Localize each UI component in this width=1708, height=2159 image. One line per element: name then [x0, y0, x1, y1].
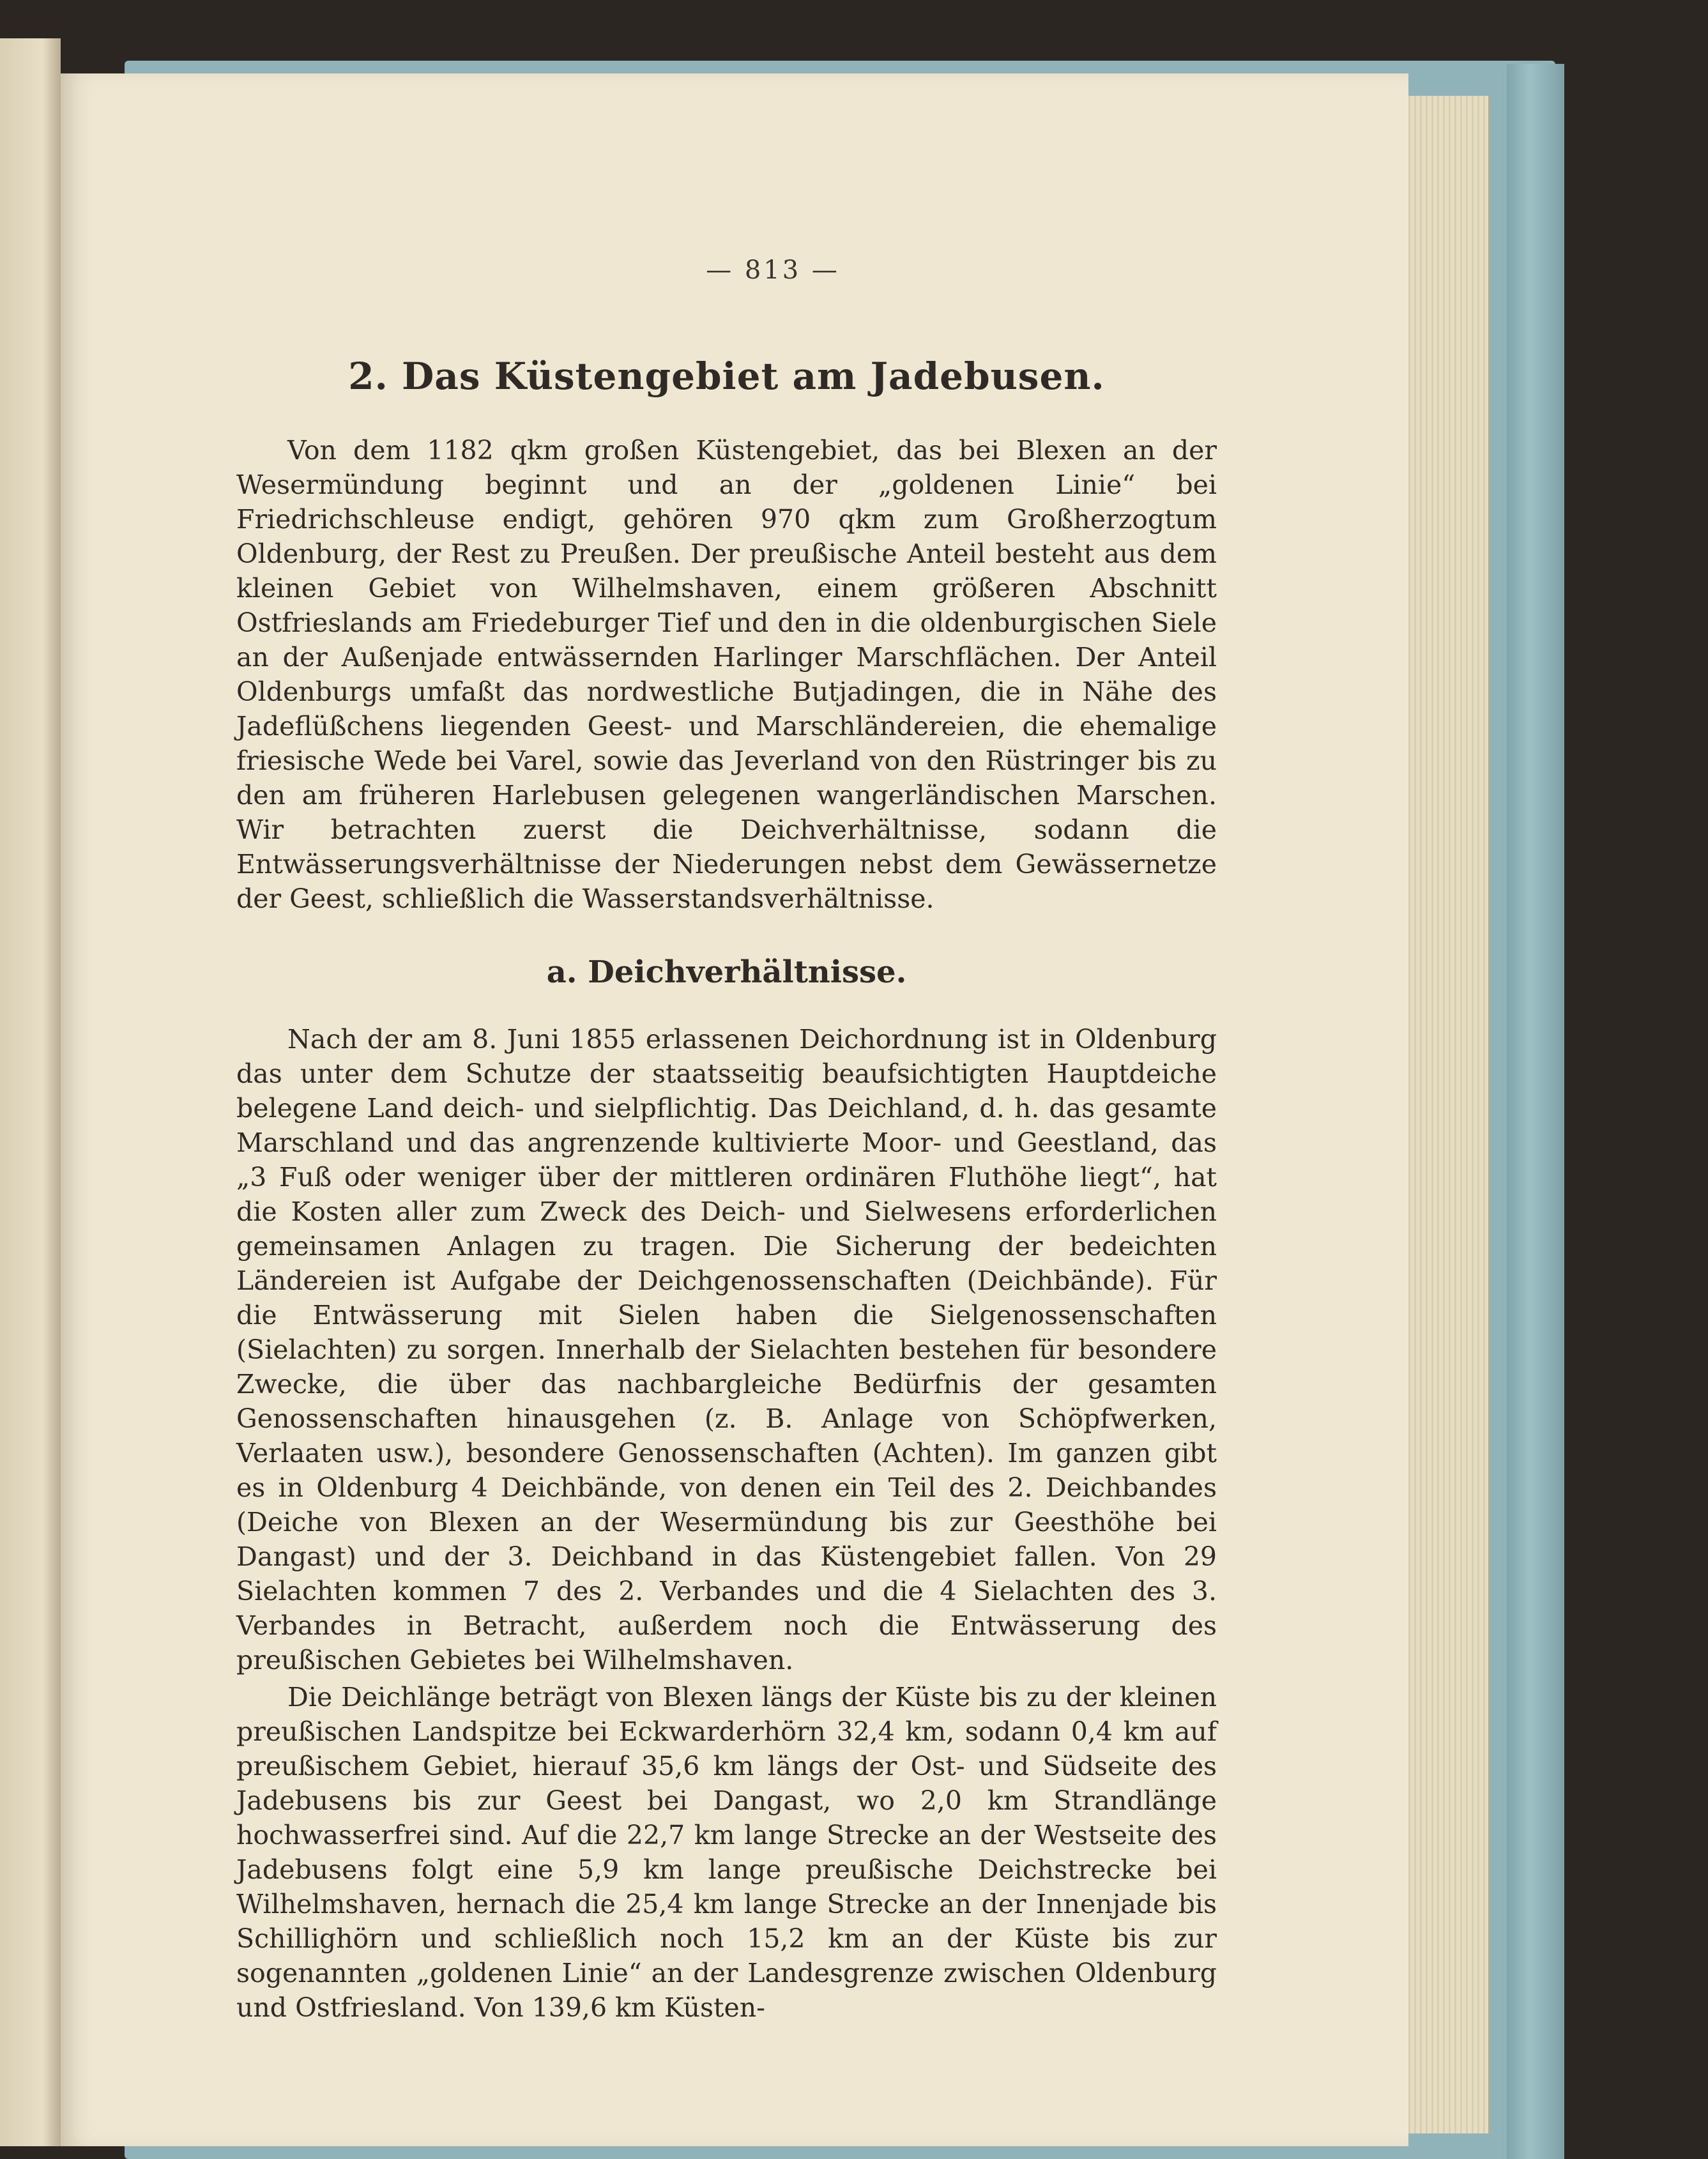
book-page	[61, 73, 1408, 2146]
facing-page-edge	[0, 38, 61, 2146]
section-title: 2. Das Küstengebiet am Jadebusen.	[348, 355, 1105, 398]
paragraph: Nach der am 8. Juni 1855 erlassenen Deichordnung ist in Oldenburg das unter dem Schutze der staatsseitig beaufsichtigten Hauptdeiche belegene Land deich- und sielpflichtig. Das Deichland, d. h. das gesamte Marschland und das angrenzende kultivierte Moor- und Geestland, das „3 Fuß oder weniger über der mittleren ordinären Fluthöhe liegt“, hat die Kosten aller zum Zweck des Deich- und Sielwesens erforderlichen gemeinsamen Anlagen zu tragen. Die Sicherung der bedeichten Ländereien ist Aufgabe der Deichgenossenschaften (Deichbände). Für die Entwässerung mit Sielen haben die Sielgenossenschaften (Sielachten) zu sorgen. Innerhalb der Sielachten bestehen für besondere Zwecke, die über das nachbargleiche Bedürfnis der gesamten Genossenschaften hinausgehen (z. B. Anlage von Schöpfwerken, Verlaaten usw.), besondere Genossenschaften (Achten). Im ganzen gibt es in Oldenburg 4 Deichbände, von denen ein Teil des 2. Deichbandes (Deiche von Blexen an der Wesermündung bis zur Geesthöhe bei Dangast) und der 3. Deichband in das Küstengebiet fallen. Von 29 Sielachten kommen 7 des 2. Verbandes und die 4 Sielachten des 3. Verbandes in Betracht, außerdem noch die Entwässerung des preußischen Gebietes bei Wilhelmshaven.	[236, 1024, 1217, 1675]
page-block-edges	[1405, 96, 1490, 2133]
cover-spine-edge	[1507, 64, 1564, 2159]
page-content	[236, 355, 1217, 2025]
intro-paragraph: Von dem 1182 qkm großen Küstengebiet, das bei Blexen an der Wesermündung beginnt und an der „goldenen Linie“ bei Friedrichschleuse endigt, gehören 970 qkm zum Großherzogtum Oldenburg, der Rest zu Preußen. Der preußische Anteil besteht aus dem kleinen Gebiet von Wilhelmshaven, einem größeren Abschnitt Ostfrieslands am Friedeburger Tief und den in die oldenburgischen Siele an der Außenjade entwässernden Harlinger Marschflächen. Der Anteil Oldenburgs umfaßt das nordwestliche Butjadingen, die in Nähe des Jadeflüßchens liegenden Geest- und Marschländereien, die ehemalige friesische Wede bei Varel, sowie das Jeverland von den Rüstringer bis zu den am früheren Harlebusen gelegenen wangerländischen Marschen. Wir betrachten zuerst die Deichverhältnisse, sodann die Entwässerungsverhältnisse der Niederungen nebst dem Gewässernetze der Geest, schließlich die Wasserstandsverhältnisse.	[236, 435, 1217, 914]
subsection-title: a. Deichverhältnisse.	[546, 954, 907, 990]
paragraph: Die Deichlänge beträgt von Blexen längs der Küste bis zu der kleinen preußischen Landspitze bei Eckwarderhörn 32,4 km, sodann 0,4 km auf preußischem Gebiet, hierauf 35,6 km längs der Ost- und Südseite des Jadebusens bis zur Geest bei Dangast, wo 2,0 km Strandlänge hochwasserfrei sind. Auf die 22,7 km lange Strecke an der Westseite des Jadebusens folgt eine 5,9 km lange preußische Deichstrecke bei Wilhelmshaven, hernach die 25,4 km lange Strecke an der Innenjade bis Schillighörn und schließlich noch 15,2 km an der Küste bis zur sogenannten „goldenen Linie“ an der Landesgrenze zwischen Oldenburg und Ostfriesland. Von 139,6 km Küsten-	[236, 1682, 1217, 2023]
page-number: — 813 —	[706, 256, 840, 285]
